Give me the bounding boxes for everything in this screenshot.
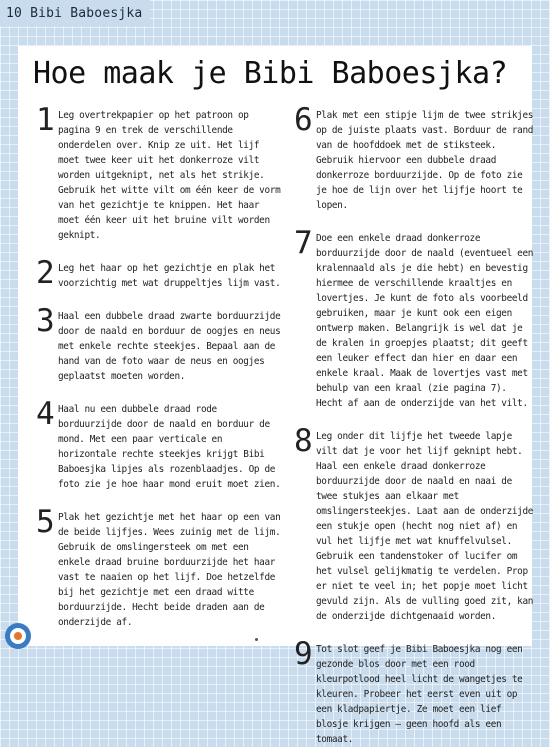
step-text: Doe een enkele draad donkerroze borduurzijde door de naald (eventueel een kralennaald als je die hebt) en bevestig hiermee de verschillende kraaltjes en lovertjes. Je kunt de foto als voorbeeld gebruiken, maar je kunt ook een eigen ontwerp maken. Belangrijk is wel dat je de kralen in groepjes plaatst; dit geeft een leuker effect dan hier en daar een enkele kraal. Maak de lovertjes vast met behulp van een kraal (zie pagina 7). Hecht af aan de onderzijde van het vilt.: [316, 233, 534, 409]
step-number: 2: [36, 255, 55, 291]
step-1: [36, 102, 284, 243]
right-column: [294, 102, 534, 747]
step-7: [294, 225, 534, 411]
step-number: 4: [36, 396, 55, 432]
step-5: [36, 504, 284, 630]
publisher-logo-icon: [4, 622, 32, 650]
page-number-label: 10 Bibi Baboesjka: [6, 6, 143, 21]
step-text: Tot slot geef je Bibi Baboesjka nog een gezonde blos door met een rood kleurpotlood heel licht de wangetjes te kleuren. Probeer het eerst even uit op een kladpapiertje. Ze moet een lief blosje krijgen – geen hoofd als een tomaat.: [316, 644, 523, 745]
step-number: 9: [294, 636, 313, 672]
step-2: [36, 255, 284, 291]
step-number: 8: [294, 423, 313, 459]
step-3: [36, 303, 284, 384]
step-text: Plak het gezichtje met het haar op een van de beide lijfjes. Wees zuinig met de lijm. Gebruik de omslingersteek om met een enkele draad bruine borduurzijde het haar vast te naaien op het lijf. Doe hetzelfde bij het gezichtje met een draad witte borduurzijde. Hecht beide draden aan de onderzijde af.: [58, 512, 281, 628]
footer-mark: [255, 638, 258, 641]
step-text: Plak met een stipje lijm de twee strikjes op de juiste plaats vast. Borduur de rand van de hoofddoek met de stiksteek. Gebruik hiervoor een dubbele draad donkerroze borduurzijde. Op de foto zie je hoe de lijn over het lijfje hoort te lopen.: [316, 110, 534, 211]
step-number: 6: [294, 102, 313, 138]
step-9: [294, 636, 534, 747]
step-number: 5: [36, 504, 55, 540]
step-text: Haal een dubbele draad zwarte borduurzijde door de naald en borduur de oogjes en neus met enkele rechte steekjes. Bepaal aan de hand van de foto waar de neus en oogjes geplaatst moeten worden.: [58, 311, 281, 382]
page-title: Hoe maak je Bibi Baboesjka?: [33, 56, 508, 91]
left-column: [36, 102, 284, 630]
step-number: 3: [36, 303, 55, 339]
step-text: Leg onder dit lijfje het tweede lapje vilt dat je voor het lijf geknipt hebt. Haal een enkele draad donkerroze borduurzijde door de naald en naai de twee stukjes aan elkaar met omslingersteekjes. Laat aan de onderzijde een stukje open (hecht nog niet af) en vul het lijfje met wat knuffelvulsel. Gebruik een tandenstoker of lucifer om het vulsel gelijkmatig te verdelen. Prop er niet te veel in; het popje moet licht gevuld zijn. Als de vulling goed zit, kan de onderzijde dichtgenaaid worden.: [316, 431, 534, 622]
step-text: Leg het haar op het gezichtje en plak het voorzichtig met wat druppeltjes lijm vast.: [58, 263, 281, 289]
step-8: [294, 423, 534, 624]
page-header: [0, 0, 150, 26]
step-text: Haal nu een dubbele draad rode borduurzijde door de naald en borduur de mond. Met een paar verticale en horizontale rechte steekjes krijgt Bibi Baboesjka lipjes als rozenblaadjes. Op de foto zie je hoe haar mond eruit moet zien.: [58, 404, 281, 490]
step-4: [36, 396, 284, 492]
step-number: 1: [36, 102, 55, 138]
step-6: [294, 102, 534, 213]
step-text: Leg overtrekpapier op het patroon op pagina 9 en trek de verschillende onderdelen over. Knip ze uit. Het lijf moet twee keer uit het donkerroze vilt worden uitgeknipt, net als het strikje. Gebruik het witte vilt om één keer de vorm van het gezichtje te knippen. Het haar moet één keer uit het bruine vilt worden geknipt.: [58, 110, 281, 241]
step-number: 7: [294, 225, 313, 261]
